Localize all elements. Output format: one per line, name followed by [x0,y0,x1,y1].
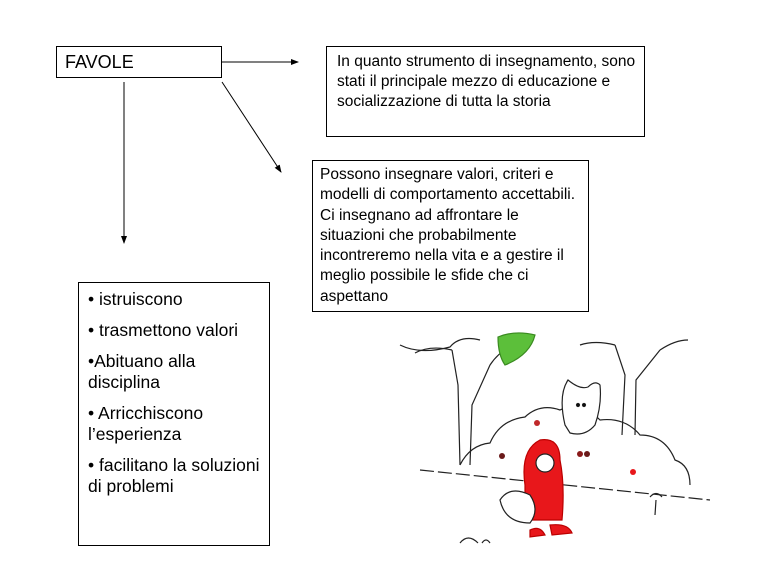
tree-left-icon [400,333,535,465]
favole-label: FAVOLE [65,52,134,72]
values-box [312,160,589,312]
teaching-tool-text: In quanto strumento di insegnamento, sono stati il principale mezzo di educazione e socializzazione di tutta la storia [337,53,636,110]
wolf-icon [562,380,600,434]
flower-icon [650,494,662,516]
list-item: • istruiscono [88,289,183,309]
stones-icon [460,538,490,543]
red-riding-hood-illustration [390,325,720,550]
teaching-tool-box [326,46,645,137]
functions-list-box [78,282,270,546]
values-text: Possono insegnare valori, criteri e modelli di comportamento accettabili. Ci insegnano ad affrontare le situazioni che probabilmente incontreremo nella vita e a gestire il meglio possibile le sfide che ci aspettano [320,166,576,305]
list-item: • Arricchiscono l’esperienza [88,403,204,444]
arrow-to-middle-box [222,82,281,172]
little-red-riding-hood-icon [500,440,572,537]
list-item: • trasmettono valori [88,320,239,340]
list-item: •Abituano alla disciplina [88,351,196,392]
list-item: • facilitano la soluzioni di problemi [88,455,260,496]
favole-box [56,46,222,78]
